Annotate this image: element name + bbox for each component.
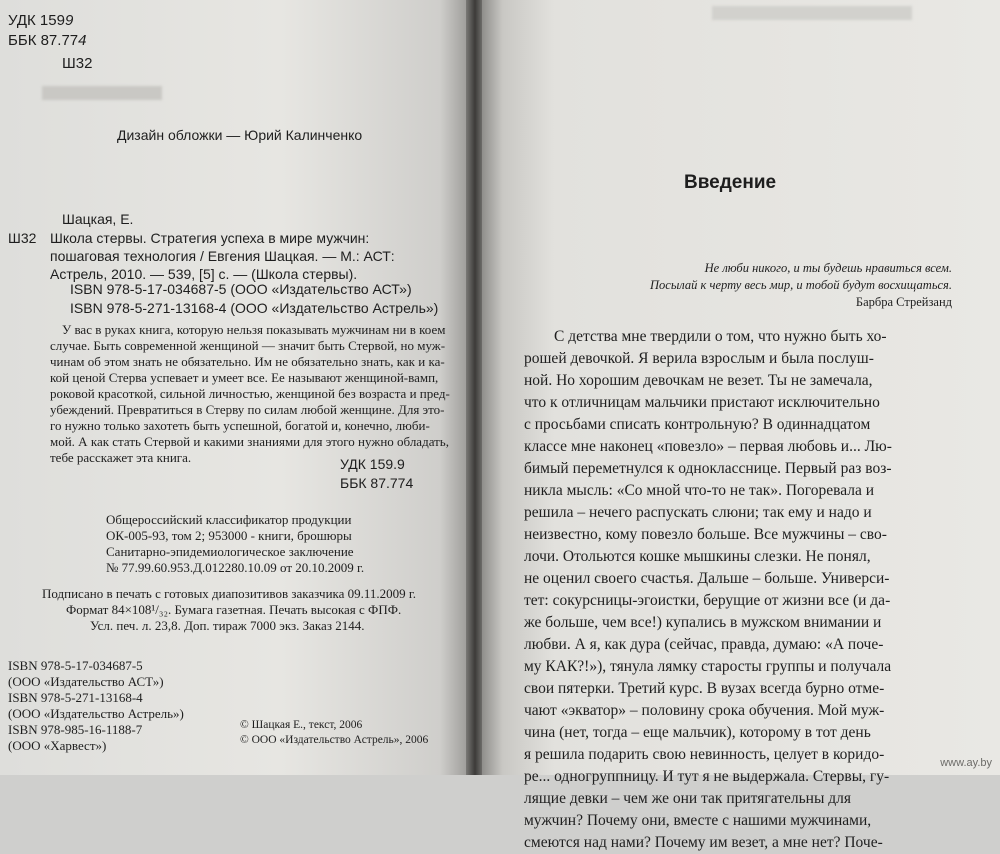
body-line: решила – нечего распускать слюни; так ему и надо и	[524, 504, 872, 521]
body-line: неизвестно, кому повезло больше. Все мужчины – сво-	[524, 526, 887, 543]
print-info-line: Формат 84×108¹/₃₂. Бумага газетная. Печать высокая с ФПФ.	[66, 602, 402, 617]
body-line: лочи. Отольются кошке мышкины слезки. Не понял,	[524, 548, 871, 565]
body-line: классе мне наконец «повезло» – первая любовь и... Лю-	[524, 438, 892, 455]
body-line: с просьбами списать контрольную? В одиннадцатом	[524, 416, 871, 433]
bleed-through-smudge	[42, 86, 162, 100]
corner-bbk: ББК 87.774	[8, 32, 87, 49]
corner-udk: УДК 1599	[8, 12, 74, 29]
left-page	[0, 0, 468, 775]
classifier-line: № 77.99.60.953.Д.012280.10.09 от 20.10.2009 г.	[106, 560, 365, 575]
bottom-isbn-line: ISBN 978-5-271-13168-4	[8, 690, 143, 705]
annotation-line: мой. А как стать Стервой и какими знаниями для этого нужно обладать,	[50, 434, 449, 449]
bottom-isbn-line: (ООО «Издательство АСТ»)	[8, 674, 164, 689]
bbk-block: ББК 87.774	[340, 475, 414, 491]
biblio-author: Шацкая, Е.	[62, 211, 134, 227]
bottom-isbn-line: ISBN 978-985-16-1188-7	[8, 722, 143, 737]
classifier-line: Санитарно-эпидемиологическое заключение	[106, 544, 354, 559]
body-line: мужчин? Почему они, вместе с нашими мужчинами,	[524, 812, 872, 829]
print-info-line: Подписано в печать с готовых диапозитивов заказчика 09.11.2009 г.	[42, 586, 417, 601]
classifier-line: Общероссийский классификатор продукции	[106, 512, 352, 527]
udk-block: УДК 159.9	[340, 456, 405, 472]
copyright-line: © Шацкая Е., текст, 2006	[240, 719, 363, 731]
annotation-line: го нужно только захотеть быть успешной, богатой и, конечно, люби-	[50, 418, 430, 433]
biblio-line: Астрель, 2010. — 539, [5] с. — (Школа стервы).	[50, 266, 358, 282]
body-line: рошей девочкой. Я верила взрослым и была послуш-	[524, 350, 874, 367]
body-line: чают «экватор» – половину срока обучения. Мой муж-	[524, 702, 885, 719]
body-line: никла мысль: «Со мной что-то не так». Погоревала и	[524, 482, 875, 499]
annotation-line: убеждений. Превратиться в Стерву по силам любой женщине. Для это-	[50, 402, 445, 417]
body-line: не оценил своего счастья. Дальше – больше. Универси-	[524, 570, 890, 587]
body-line: ре... одногруппницу. И тут я не выдержала. Стервы, гу-	[524, 768, 890, 785]
body-line: любви. А я, как дура (сейчас, правда, думаю: «А поче-	[524, 636, 884, 653]
annotation-line: тебе расскажет эта книга.	[50, 450, 192, 465]
body-line: чина (нет, тогда – еще мальчик), которому в тот день	[524, 724, 871, 741]
body-line: смеются над нами? Почему им везет, а мне нет? Поче-	[524, 834, 883, 851]
body-text	[524, 326, 970, 854]
bottom-isbn-line: (ООО «Харвест»)	[8, 738, 107, 753]
annotation-line: У вас в руках книга, которую нельзя показывать мужчинам ни в коем	[62, 322, 446, 337]
body-line: тет: сокурсницы-эгоистки, берущие от жизни все (и да-	[524, 592, 891, 609]
body-line: ной. Но хорошим девочкам не везет. Ты не замечала,	[524, 372, 873, 389]
print-info-line: Усл. печ. л. 23,8. Доп. тираж 7000 экз. Заказ 2144.	[90, 618, 365, 633]
isbn-line: ISBN 978-5-271-13168-4 (ООО «Издательство Астрель»)	[70, 300, 439, 316]
classifier-line: ОК-005-93, том 2; 953000 - книги, брошюры	[106, 528, 352, 543]
bottom-isbn-line: (ООО «Издательство Астрель»)	[8, 706, 184, 721]
epigraph-author: Барбра Стрейзанд	[855, 295, 952, 309]
body-line: что к отличницам мальчики пристают исключительно	[524, 394, 880, 411]
handwritten-digit: 4	[78, 32, 87, 49]
cover-design-credit: Дизайн обложки — Юрий Калинченко	[117, 127, 363, 143]
body-line: свои пятерки. Третий курс. В вузах всегда бурно отме-	[524, 680, 885, 697]
body-line: бимый переметнулся к однокласснице. Первый раз воз-	[524, 460, 892, 477]
copyright-line: © ООО «Издательство Астрель», 2006	[240, 734, 429, 746]
annotation-line: кой ценой Стерва успевает и умеет все. Ее называют женщиной-вамп,	[50, 370, 439, 385]
watermark: www.ay.by	[940, 757, 992, 769]
bottom-isbn-line: ISBN 978-5-17-034687-5	[8, 658, 143, 673]
bleed-through-smudge	[712, 6, 912, 20]
corner-author-code: Ш32	[62, 55, 93, 72]
annotation-line: роковой красоткой, сильной личностью, женщиной без возраста и пред-	[50, 386, 450, 401]
annotation-line: чинам об этом знать не обязательно. Им не обязательно знать, как и ка-	[50, 354, 445, 369]
isbn-line: ISBN 978-5-17-034687-5 (ООО «Издательство АСТ»)	[70, 281, 412, 297]
biblio-line: пошаговая технология / Евгения Шацкая. — М.: АСТ:	[50, 248, 395, 264]
biblio-code: Ш32	[8, 230, 37, 246]
body-line: я решила подарить свою невинность, целует в коридо-	[524, 746, 885, 763]
body-line: С детства мне твердили о том, что нужно быть хо-	[554, 328, 887, 345]
epigraph-line: Посылай к черту весь мир, и тобой будут восхищаться.	[650, 278, 952, 292]
epigraph-line: Не люби никого, и ты будешь нравиться всем.	[704, 261, 952, 275]
chapter-title: Введение	[684, 172, 777, 193]
body-line: лящие девки – чем же они так притягательны для	[524, 790, 852, 807]
body-line: му КАК?!»), тянула лямку старосты группы и получала	[524, 658, 892, 675]
biblio-line: Школа стервы. Стратегия успеха в мире мужчин:	[50, 230, 370, 246]
body-line: же больше, чем все!) купались в мужском внимании и	[524, 614, 882, 631]
annotation-line: случае. Быть современной женщиной — значит быть Стервой, но муж-	[50, 338, 446, 353]
handwritten-digit: 9	[64, 12, 74, 29]
right-page	[482, 0, 1000, 851]
